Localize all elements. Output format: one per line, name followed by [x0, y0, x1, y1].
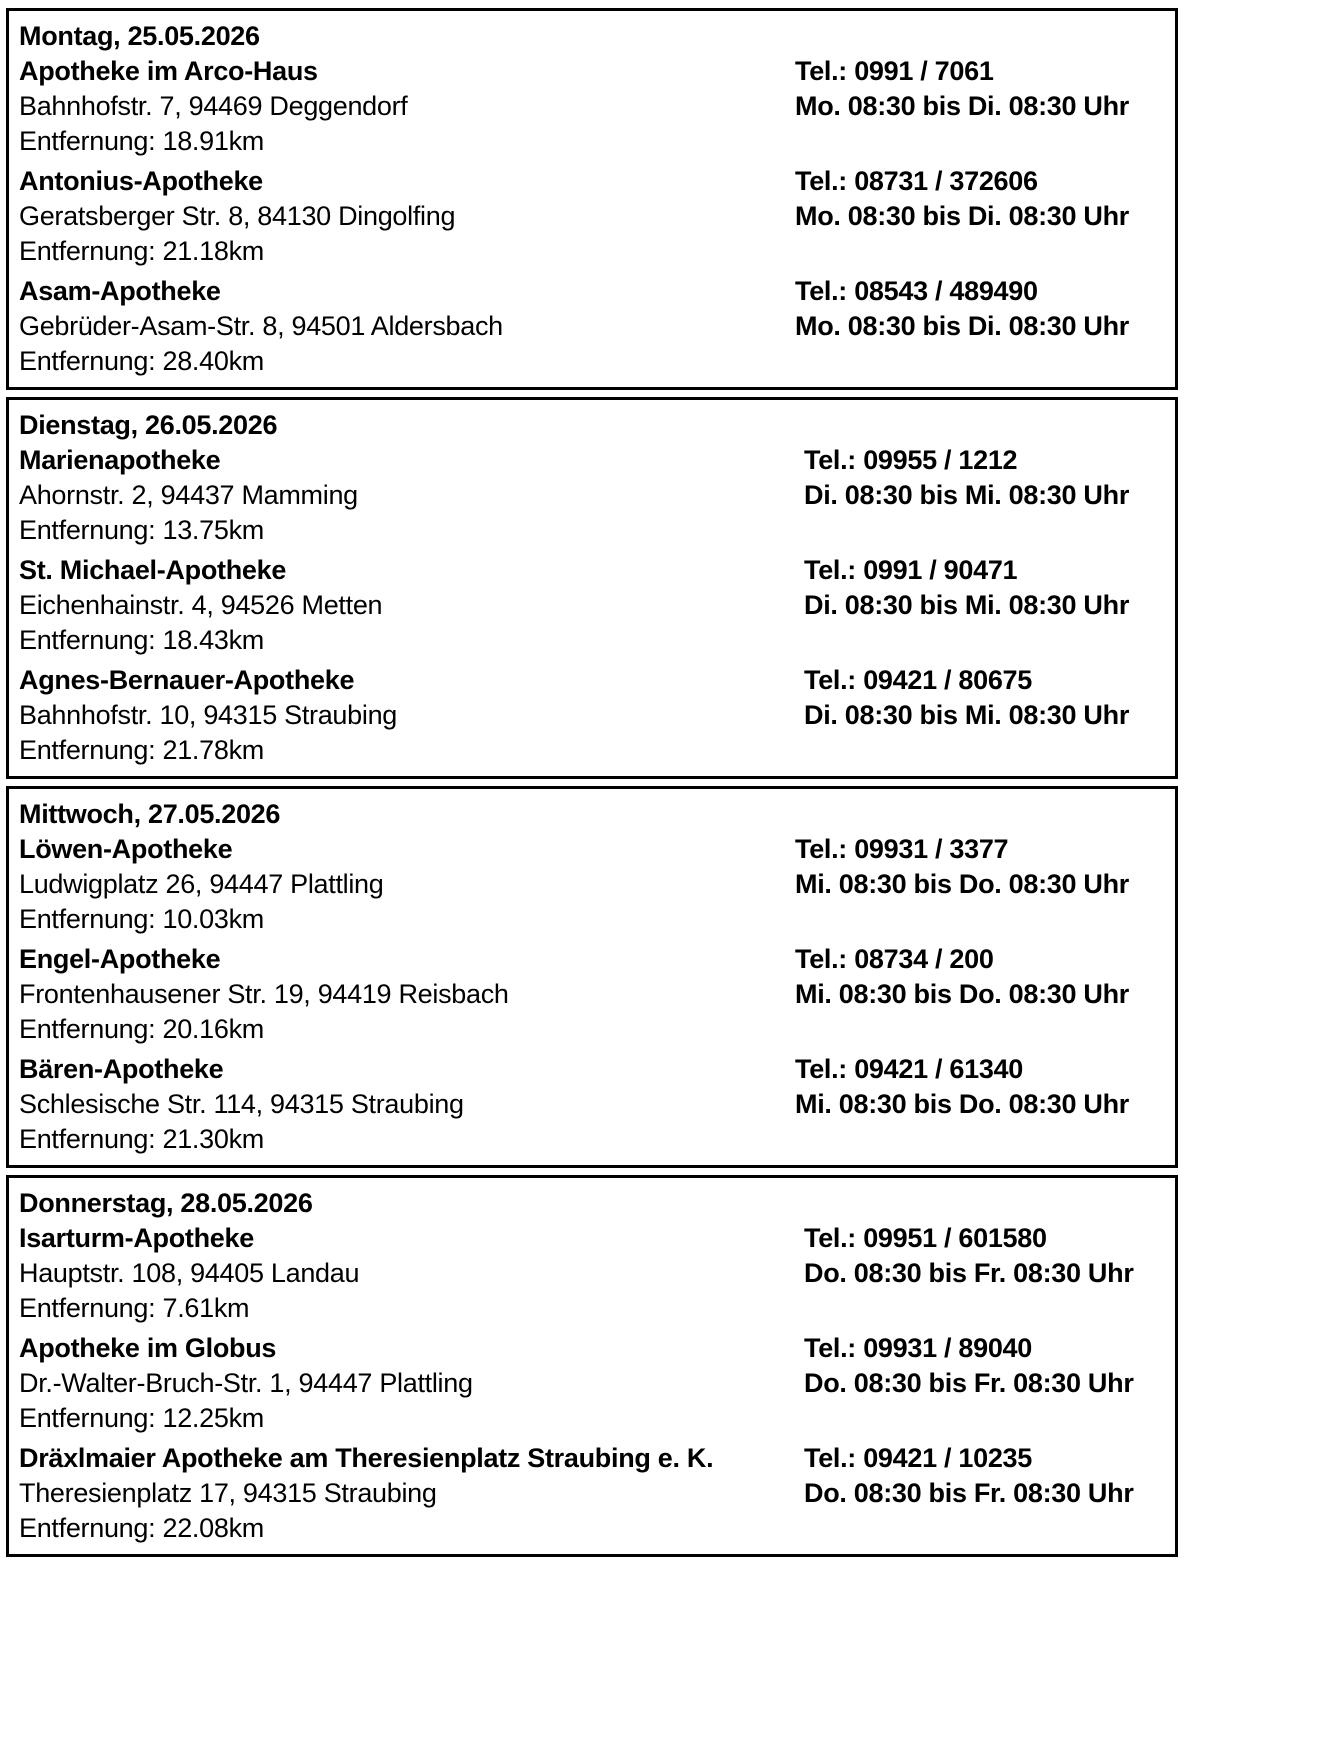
pharmacy-phone: Tel.: 09931 / 89040 [804, 1333, 1032, 1363]
pharmacy-phone: Tel.: 09951 / 601580 [804, 1223, 1047, 1253]
pharmacy-distance: Entfernung: 18.43km [19, 625, 264, 655]
pharmacy-distance: Entfernung: 7.61km [19, 1293, 250, 1323]
pharmacy-hours: Do. 08:30 bis Fr. 08:30 Uhr [804, 1478, 1134, 1508]
pharmacy-hours: Mo. 08:30 bis Di. 08:30 Uhr [795, 311, 1130, 341]
pharmacy-entry [19, 942, 1175, 1052]
pharmacy-hours: Do. 08:30 bis Fr. 08:30 Uhr [804, 1368, 1134, 1398]
pharmacy-phone: Tel.: 09421 / 61340 [795, 1054, 1023, 1084]
pharmacy-name: Marienapotheke [19, 445, 221, 475]
pharmacy-entry [19, 443, 1175, 553]
pharmacy-hours: Mi. 08:30 bis Do. 08:30 Uhr [795, 1089, 1130, 1119]
pharmacy-distance: Entfernung: 20.16km [19, 1014, 264, 1044]
pharmacy-name: Bären-Apotheke [19, 1054, 224, 1084]
pharmacy-distance: Entfernung: 13.75km [19, 515, 264, 545]
pharmacy-phone: Tel.: 0991 / 90471 [804, 555, 1018, 585]
pharmacy-distance: Entfernung: 18.91km [19, 126, 264, 156]
pharmacy-phone: Tel.: 08543 / 489490 [795, 276, 1038, 306]
pharmacy-entry [19, 1331, 1175, 1441]
pharmacy-distance: Entfernung: 21.78km [19, 735, 264, 765]
day-box [6, 397, 1178, 779]
pharmacy-address: Dr.-Walter-Bruch-Str. 1, 94447 Plattling [19, 1368, 473, 1398]
pharmacy-entry [19, 832, 1175, 942]
emergency-pharmacy-schedule [6, 8, 1178, 1564]
pharmacy-name: Agnes-Bernauer-Apotheke [19, 665, 355, 695]
pharmacy-hours: Mi. 08:30 bis Do. 08:30 Uhr [795, 869, 1130, 899]
pharmacy-address: Ludwigplatz 26, 94447 Plattling [19, 869, 384, 899]
day-title: Donnerstag, 28.05.2026 [19, 1188, 313, 1218]
pharmacy-entry [19, 274, 1175, 384]
pharmacy-name: Apotheke im Arco-Haus [19, 56, 318, 86]
pharmacy-phone: Tel.: 09955 / 1212 [804, 445, 1018, 475]
pharmacy-hours: Di. 08:30 bis Mi. 08:30 Uhr [804, 700, 1130, 730]
pharmacy-hours: Mo. 08:30 bis Di. 08:30 Uhr [795, 201, 1130, 231]
day-box [6, 8, 1178, 390]
pharmacy-entry [19, 663, 1175, 773]
pharmacy-address: Theresienplatz 17, 94315 Straubing [19, 1478, 437, 1508]
pharmacy-phone: Tel.: 08734 / 200 [795, 944, 994, 974]
pharmacy-address: Eichenhainstr. 4, 94526 Metten [19, 590, 383, 620]
pharmacy-entry [19, 54, 1175, 164]
pharmacy-address: Frontenhausener Str. 19, 94419 Reisbach [19, 979, 509, 1009]
pharmacy-phone: Tel.: 0991 / 7061 [795, 56, 994, 86]
pharmacy-phone: Tel.: 09931 / 3377 [795, 834, 1009, 864]
pharmacy-phone: Tel.: 09421 / 80675 [804, 665, 1032, 695]
pharmacy-distance: Entfernung: 22.08km [19, 1513, 264, 1543]
pharmacy-hours: Mo. 08:30 bis Di. 08:30 Uhr [795, 91, 1130, 121]
pharmacy-phone: Tel.: 09421 / 10235 [804, 1443, 1032, 1473]
pharmacy-entry [19, 1441, 1175, 1551]
pharmacy-hours: Di. 08:30 bis Mi. 08:30 Uhr [804, 590, 1130, 620]
pharmacy-entry [19, 553, 1175, 663]
pharmacy-distance: Entfernung: 10.03km [19, 904, 264, 934]
pharmacy-name: Engel-Apotheke [19, 944, 221, 974]
pharmacy-address: Gebrüder-Asam-Str. 8, 94501 Aldersbach [19, 311, 503, 341]
pharmacy-name: Asam-Apotheke [19, 276, 221, 306]
pharmacy-distance: Entfernung: 21.30km [19, 1124, 264, 1154]
day-box [6, 1175, 1178, 1557]
pharmacy-entry [19, 164, 1175, 274]
pharmacy-address: Bahnhofstr. 7, 94469 Deggendorf [19, 91, 408, 121]
day-title: Mittwoch, 27.05.2026 [19, 799, 281, 829]
pharmacy-address: Bahnhofstr. 10, 94315 Straubing [19, 700, 397, 730]
pharmacy-hours: Di. 08:30 bis Mi. 08:30 Uhr [804, 480, 1130, 510]
day-title: Dienstag, 26.05.2026 [19, 410, 278, 440]
pharmacy-name: St. Michael-Apotheke [19, 555, 287, 585]
pharmacy-phone: Tel.: 08731 / 372606 [795, 166, 1038, 196]
pharmacy-address: Hauptstr. 108, 94405 Landau [19, 1258, 360, 1288]
pharmacy-name: Antonius-Apotheke [19, 166, 263, 196]
pharmacy-address: Schlesische Str. 114, 94315 Straubing [19, 1089, 464, 1119]
pharmacy-name: Löwen-Apotheke [19, 834, 233, 864]
pharmacy-entry [19, 1052, 1175, 1162]
pharmacy-hours: Do. 08:30 bis Fr. 08:30 Uhr [804, 1258, 1134, 1288]
pharmacy-name: Dräxlmaier Apotheke am Theresienplatz Straubing e. K. [19, 1443, 714, 1473]
pharmacy-name: Isarturm-Apotheke [19, 1223, 254, 1253]
pharmacy-address: Geratsberger Str. 8, 84130 Dingolfing [19, 201, 456, 231]
pharmacy-distance: Entfernung: 12.25km [19, 1403, 264, 1433]
pharmacy-entry [19, 1221, 1175, 1331]
pharmacy-name: Apotheke im Globus [19, 1333, 277, 1363]
pharmacy-address: Ahornstr. 2, 94437 Mamming [19, 480, 358, 510]
day-box [6, 786, 1178, 1168]
pharmacy-hours: Mi. 08:30 bis Do. 08:30 Uhr [795, 979, 1130, 1009]
day-title: Montag, 25.05.2026 [19, 21, 260, 51]
pharmacy-distance: Entfernung: 28.40km [19, 346, 264, 376]
pharmacy-distance: Entfernung: 21.18km [19, 236, 264, 266]
